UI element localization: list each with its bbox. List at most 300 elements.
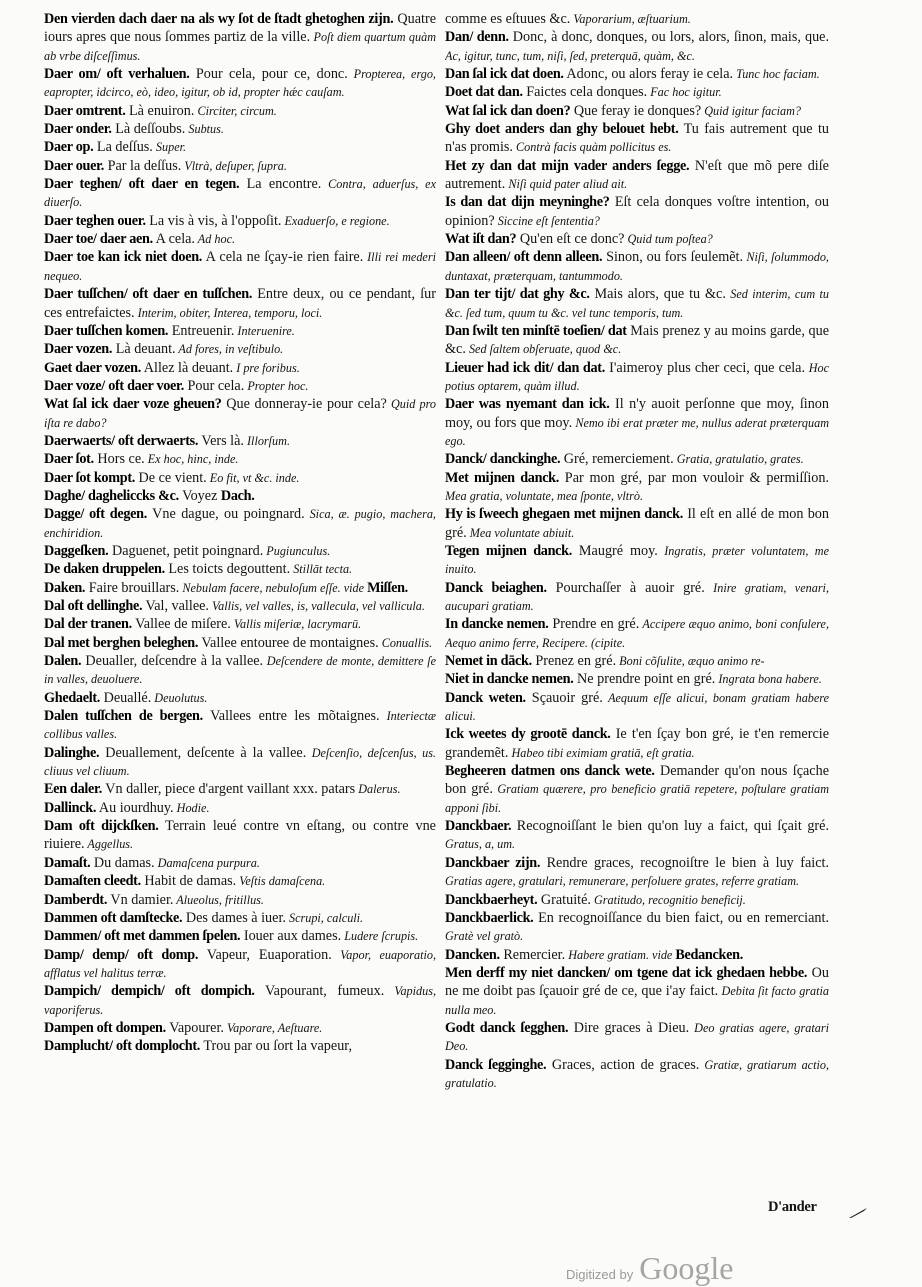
dictionary-entry [445,193,829,230]
entry-headword: Dammen/ oft met dammen ſpelen. [44,928,241,945]
entry-french: Il eſt en allé de mon bon gré. [445,506,829,541]
dictionary-entry [445,964,829,1019]
dictionary-entry [44,487,436,505]
entry-latin: Ac, igitur, tunc, tum, niſi, ſed, preterquā, quàm, &c. [445,48,695,63]
entry-latin: Sica, æ. pugio, machera, enchiridion. [44,507,436,540]
dictionary-entry [44,65,436,102]
entry-headword: Dallinck. [44,799,97,816]
entry-french: Trou par ou ſort la vapeur, [200,1038,352,1055]
entry-headword: Danck weten. [445,689,526,706]
entry-latin: Gratus, a, um. [445,837,516,852]
entry-french: Habit de damas. [140,873,237,890]
dictionary-entry [44,542,436,560]
entry-latin: Sed ſaltem obſeruate, quod &c. [465,342,622,357]
entry-french: Des dames à iuer. [182,909,286,926]
entry-french: Vallee entouree de montaignes. [198,634,379,651]
entry-french: Vn damier. [107,891,174,908]
entry-latin: Illorſum. [243,433,290,448]
entry-french: Vallees entre les mõtaignes. [202,708,380,725]
dictionary-entry [44,120,436,138]
entry-french: Allez là deuant. [141,359,234,376]
entry-headword: Danck beiaghen. [445,579,547,596]
entry-french: Vapourer. [165,1019,224,1036]
entry-french: Vallee de miſere. [131,616,231,633]
entry-latin: Contrà facis quàm pollicitus es. [512,140,672,155]
entry-latin: Niſi quid pater aliud ait. [505,177,628,192]
entry-latin: Habere gratiam. vide [565,947,676,962]
dictionary-entry [445,817,829,854]
entry-headword: Danck/ danckinghe. [445,451,561,468]
dictionary-entry [445,505,829,542]
dictionary-entry [44,285,436,322]
dictionary-entry [445,670,829,688]
dictionary-entry [445,359,829,396]
dictionary-entry [44,10,436,65]
dictionary-entry [44,322,436,340]
entry-headword: Gaet daer vozen. [44,359,141,376]
entry-french: Qu'en eſt ce donc? [516,231,625,248]
entry-french: I'aimeroy plus cher ceci, que cela. [604,359,806,376]
entry-headword: Dan ſwilt ten minſtē toeſien/ dat [445,322,627,339]
dictionary-entry [445,28,829,65]
entry-french: Prenez en gré. [531,653,617,670]
dictionary-entry [44,909,436,927]
entry-latin: Super. [152,140,187,155]
entry-headword: Daerwaerts/ oft derwaerts. [44,432,199,449]
dictionary-entry [445,725,829,762]
entry-french: Que donneray-ie pour cela? [221,396,387,413]
catchword: D'ander [768,1199,817,1215]
entry-french: Ou ne me doibt pas ſçauoir gré de ce, que i'ay faict. [445,964,829,1000]
entry-french: La encontre. [239,176,322,193]
entry-headword: Daer toe kan ick niet doen. [44,249,203,266]
entry-french: Ne prendre point en gré. [573,671,716,688]
entry-french: Adonc, ou alors feray ie cela. [563,66,734,83]
dictionary-entry [44,872,436,890]
entry-latin: Gratia, gratulatio, grates. [673,452,804,467]
dictionary-entry [445,230,829,248]
entry-latin: Deo gratias agere, gratari Deo. [445,1020,829,1054]
entry-french: Maugré moy. [572,542,658,559]
entry-latin: Inire gratiam, venari, aucupari gratiam. [445,580,829,613]
entry-headword: Damberdt. [44,891,108,908]
dictionary-entry [44,432,436,450]
dictionary-entry [44,138,436,156]
dictionary-entry [44,377,436,395]
entry-french: Là enuiron. [125,102,195,119]
entry-french: Au iourdhuy. [96,799,174,816]
left-column [44,0,436,1056]
entry-french: Par mon gré, par mon vouloir & permiſſion. [559,469,829,486]
entry-latin: Vapidus, vaporiferus. [44,984,436,1017]
dictionary-entry [44,854,436,872]
entry-latin: Eo fit, vt &c. inde. [206,470,300,485]
entry-latin: Deuolutus. [151,690,208,705]
entry-headword: Ghy doet anders dan ghy belouet hebt. [445,121,679,138]
dictionary-entry [445,10,829,28]
dictionary-entry [44,799,436,817]
dictionary-entry [44,469,436,487]
dictionary-entry [44,395,436,432]
dictionary-entry [44,927,436,945]
entry-french: Rendre graces, recognoiſtre le bien à luy faict. [540,854,829,871]
entry-french: Mais alors, que tu &c. [589,286,726,303]
entry-latin: Sed interim, cum tu &c. ſed tum, quum tu &c. vel tunc temporis, tum. [445,287,829,320]
entry-latin: Nebulam facere, nebuloſum eſſe. vide [179,580,368,595]
entry-headword: In dancke nemen. [445,616,549,633]
entry-latin: Dalerus. [355,782,401,797]
entry-latin: Vapor, euaporatio, afflatus vel halitus terræ. [44,947,436,980]
dictionary-entry [44,946,436,983]
entry-headword: Nemet in dāck. [445,653,532,670]
entry-headword: Danckbaer zijn. [445,854,541,871]
entry-french: Sçauoir gré. [525,689,603,706]
dictionary-entry [445,322,829,359]
dictionary-entry [44,579,436,597]
pen-stroke-mark [848,1206,868,1220]
entry-latin: Circiter, circum. [194,103,277,118]
entry-headword: Dan ter tijt/ dat ghy &c. [445,286,590,303]
dictionary-entry [44,450,436,468]
dictionary-entry [445,65,829,83]
entry-french: Deuallement, deſcente à la vallee. [99,744,307,761]
entry-french: Donc, à donc, donques, ou lors, alors, ſinon, mais, que. [508,29,829,46]
entry-latin: Contra, aduerſus, ex diuerſo. [44,177,436,210]
entry-headword: Daer op. [44,139,94,156]
dictionary-entry [445,891,829,909]
entry-latin: Aequum eſſe alicui, bonam gratiam habere alicui. [445,690,829,724]
entry-french: Sinon, ou fors ſeulemẽt. [602,249,744,266]
entry-latin: Vltrà, deſuper, ſupra. [181,158,287,173]
entry-latin: Quid igitur faciam? [701,103,802,118]
entry-french: Tu fais autrement que tu n'as promis. [445,121,829,156]
entry-latin: Deſcenſio, deſcenſus, us. cliuus vel cliuum. [44,745,436,779]
entry-latin: Fac hoc igitur. [647,85,722,100]
entry-french: Par la deſſus. [104,157,182,174]
dictionary-entry [445,652,829,670]
entry-headword: Daer was nyemant dan ick. [445,396,610,413]
dictionary-entry [445,579,829,616]
dictionary-entry [445,1019,829,1056]
entry-headword: Dampen oft dompen. [44,1019,166,1036]
entry-french: En recognoiſſance du bien faict, ou en remerciant. [533,909,829,926]
entry-headword: Daer omtrent. [44,102,126,119]
entry-latin: Mea voluntate abiuit. [466,525,575,540]
entry-headword: Wat ſal ick dan doen? [445,102,571,119]
entry-headword: Daghe/ dagheliccks &c. [44,487,179,504]
entry-headword: Daer voze/ oft daer voer. [44,377,184,394]
entry-headword: Den vierden dach daer na als wy ſot de ſtadt ghetoghen zijn. [44,11,394,27]
entry-latin: Deſcendere de monte, demittere ſe in valles, deuoluere. [44,654,436,687]
entry-french: La deſſus. [93,139,153,156]
dictionary-entry [44,230,436,248]
entry-latin: Exaduerſo, e regione. [281,213,390,228]
entry-headword: Daer om/ oft verhaluen. [44,66,190,83]
entry-headword: Lieuer had ick dit/ dan dat. [445,359,605,376]
entry-crossref: Bedancken. [675,946,743,963]
entry-headword: Danckbaerheyt. [445,891,538,908]
entry-french: Faictes cela donques. [522,84,648,101]
dictionary-entry [445,854,829,891]
entry-headword: Niet in dancke nemen. [445,671,574,688]
entry-headword: Dan/ denn. [445,29,509,46]
entry-headword: Hy is ſweech ghegaen met mijnen danck. [445,506,683,523]
entry-headword: Dam oft dijckſken. [44,818,159,835]
entry-french: La vis à vis, à l'oppoſit. [145,212,282,229]
entry-headword: Dancken. [445,946,500,963]
entry-headword: Daer tuſſchen komen. [44,322,169,339]
dictionary-entry [445,469,829,506]
entry-latin: Pugiunculus. [263,543,331,558]
entry-french: Graces, action de graces. [546,1056,700,1073]
dictionary-entry [445,1056,829,1093]
dictionary-entry [44,891,436,909]
entry-latin: Aggellus. [84,837,134,852]
dictionary-entry [445,762,829,817]
dictionary-entry [445,83,829,101]
entry-headword: Tegen mijnen danck. [445,542,573,559]
entry-latin: Boni cõſulite, æquo animo re- [616,654,765,669]
dictionary-entry [445,120,829,157]
entry-french: Voyez [178,487,221,504]
entry-latin: Accipere æquo animo, boni conſulere, Aequo animo ferre, Recipere. (cipite. [445,617,829,650]
entry-latin: Ingratis, præter voluntatem, me inuito. [445,543,829,577]
entry-latin: Gratiam quærere, pro beneficio gratiā repetere, poſtulare gratiam apponi ſibi. [445,782,829,815]
entry-french: Les toicts degouttent. [164,561,291,578]
entry-headword: Daken. [44,579,86,596]
entry-headword: Damaſten cleedt. [44,873,141,890]
entry-headword: Godt danck ſegghen. [445,1019,569,1036]
dictionary-entry [44,248,436,285]
entry-headword: Daer tuſſchen/ oft daer en tuſſchen. [44,286,253,303]
entry-headword: Daer teghen ouer. [44,212,146,229]
dictionary-entry [445,102,829,120]
entry-headword: Wat ſal ick daer voze gheuen? [44,396,222,413]
entry-latin: Interiectæ collibus valles. [44,709,436,742]
entry-latin: Hoc potius optarem, quàm illud. [445,360,829,393]
entry-french: Vers là. [198,432,244,449]
right-column [445,0,829,1092]
entry-french: Recognoiſſant le bien qu'on luy a faict, qui ſçait gré. [511,818,829,835]
entry-headword: Dan ſal ick dat doen. [445,66,564,83]
entry-latin: Ludere ſcrupis. [341,929,419,944]
digitized-by-label: Digitized by [566,1267,634,1282]
entry-french: Vapourant, fumeux. [254,983,385,1000]
entry-latin: Vaporare, Aeſtuare. [223,1020,323,1035]
entry-french: Demander qu'on nous ſçache bon gré. [445,763,829,798]
dictionary-entry [44,817,436,854]
entry-latin: Ex hoc, hinc, inde. [144,452,239,467]
entry-headword: Dan alleen/ oft denn alleen. [445,249,603,266]
dictionary-entry [44,689,436,707]
entry-french: Là deuant. [112,341,176,358]
dictionary-entry [44,340,436,358]
dictionary-entry [44,1019,436,1037]
entry-latin: Gratitudo, recognitio beneficij. [590,892,746,907]
dictionary-entry [445,157,829,194]
entry-french: Pourchaſſer à auoir gré. [546,579,705,596]
entry-headword: Damaſt. [44,854,91,871]
dictionary-entry [445,450,829,468]
entry-french: Deuallé. [100,689,152,706]
entry-latin: Gratè vel gratò. [445,929,524,944]
digitized-watermark [566,1250,733,1287]
entry-headword: Daer ouer. [44,157,105,174]
entry-latin: Tunc hoc faciam. [733,67,820,82]
dictionary-entry [44,505,436,542]
dictionary-entry [44,707,436,744]
entry-headword: Dalen tuſſchen de bergen. [44,708,203,725]
entry-french: Du damas. [90,854,155,871]
entry-latin: Gratiæ, gratiarum actio, gratulatio. [445,1057,829,1090]
entry-latin: Ad hoc. [194,232,236,247]
entry-french: Mais prenez y au moins garde, que &c. [445,322,829,358]
entry-french: Daguenet, petit poingnard. [108,542,264,559]
entry-headword: Een daler. [44,781,102,798]
entry-latin: Quid tum poſtea? [624,232,713,247]
entry-french: Entreuenir. [168,322,235,339]
entry-french: A cela. [152,231,195,248]
dictionary-entry [445,689,829,726]
entry-headword: Ghedaelt. [44,689,101,706]
entry-latin: Interuenire. [234,323,295,338]
entry-french: Hors ce. [93,451,145,468]
entry-headword: Daer onder. [44,121,112,138]
entry-latin: Vaporarium, æſtuarium. [570,12,691,26]
dictionary-entry [44,102,436,120]
entry-headword: Dampich/ dempich/ oft dompich. [44,983,255,1000]
entry-latin: Alueolus, fritillus. [173,892,264,907]
entry-headword: Dal der tranen. [44,616,132,633]
dictionary-entry [44,615,436,633]
entry-french: Gratuité. [537,891,591,908]
entry-latin: Ingrata bona habere. [715,672,822,687]
entry-latin: Quid pro iſta re dabo? [44,397,436,430]
entry-headword: Het zy dan dat mijn vader anders ſegge. [445,157,690,174]
entry-crossref: Miſſen. [367,579,408,596]
entry-headword: Is dan dat dijn meyninghe? [445,194,610,211]
entry-french: De ce vient. [135,469,207,486]
entry-latin: Subtus. [185,122,224,137]
entry-latin: Stillāt tecta. [290,562,353,577]
entry-headword: Dal oft dellinghe. [44,598,143,614]
entry-headword: Daer vozen. [44,341,113,358]
dictionary-entry [44,780,436,798]
entry-latin: Habeo tibi eximiam gratiā, eſt gratia. [508,745,695,760]
entry-french: Pour cela. [183,377,245,394]
entry-latin: Niſi, ſolummodo, duntaxat, præterquam, tantummodo. [445,250,829,283]
google-logo: Google [639,1250,734,1286]
dictionary-entry [445,395,829,450]
entry-french: Que feray ie donques? [570,102,702,119]
entry-latin: Hodie. [173,800,210,815]
dictionary-entry [44,634,436,652]
entry-french: Quatre iours apres que nous ſommes partiz de la ville. [44,11,436,46]
entry-french: Pour cela, pour ce, donc. [189,66,348,83]
entry-latin: Scrupi, calculi. [285,910,364,925]
dictionary-entry [44,982,436,1019]
entry-headword: Men derff my niet dancken/ om tgene dat ick ghedaen hebbe. [445,964,808,981]
dictionary-entry [44,212,436,230]
entry-french: A cela ne ſçay-ie rien faire. [202,249,364,266]
dictionary-entry [445,248,829,285]
entry-french: Val, vallee. [142,598,209,614]
dictionary-entry [44,560,436,578]
dictionary-entry [445,285,829,322]
dictionary-entry [445,909,829,946]
dictionary-entry [445,946,829,964]
entry-latin: Mea gratia, voluntate, mea ſponte, vltrò. [445,488,644,503]
entry-french: Vne dague, ou poingnard. [147,506,305,523]
entry-french: Gré, remerciement. [560,451,674,468]
entry-french: Ie t'en ſçay bon gré, ie t'en remercie grandemẽt. [445,726,829,761]
dictionary-entry [44,744,436,781]
entry-headword: Begheeren datmen ons danck wete. [445,763,655,780]
dictionary-entry [44,1037,436,1055]
entry-french: Vn daller, piece d'argent vaillant xxx. patars [101,781,356,798]
entry-latin: Gratias agere, gratulari, remunerare, perſoluere grates, referre gratiam. [445,874,800,889]
entry-headword: Dalen. [44,653,82,670]
entry-french: comme es eſtuues &c. [445,11,571,27]
entry-headword: Wat iſt dan? [445,231,517,248]
entry-latin: Ad fores, in veſtibulo. [175,342,284,357]
entry-french: Vapeur, Euaporation. [198,946,332,963]
entry-headword: Danckbaer. [445,818,512,835]
entry-headword: Doet dat dan. [445,84,523,101]
dictionary-entry [44,597,436,615]
entry-headword: Damp/ demp/ oft domp. [44,946,199,963]
entry-french: N'eſt que mõ pere diſe autrement. [445,157,829,193]
entry-french: Faire brouillars. [85,579,180,596]
dictionary-entry [445,615,829,652]
entry-latin: Interim, obiter, Interea, temporu, loci. [134,305,323,320]
entry-french: Il n'y auoit perſonne que moy, ſinon moy, ou fors que moy. [445,396,829,431]
entry-headword: Dalinghe. [44,744,100,761]
entry-french: Entre deux, ou ce pendant, ſur ces entrefaictes. [44,286,436,321]
entry-headword: Dagge/ oft degen. [44,506,148,523]
entry-latin: Vallis miſeriæ, lacrymarū. [230,617,362,632]
entry-headword: De daken druppelen. [44,561,165,578]
entry-headword: Danck ſegginghe. [445,1056,547,1073]
dictionary-entry [44,157,436,175]
dictionary-entry [44,175,436,212]
entry-crossref: Dach. [220,487,255,504]
entry-headword: Daer ſot. [44,451,94,468]
entry-latin: I pre foribus. [233,360,300,375]
entry-latin: Damaſcena purpura. [154,855,260,870]
entry-latin: Illi rei mederi nequeo. [44,250,436,283]
entry-headword: Damplucht/ oft domplocht. [44,1038,201,1055]
entry-latin: Propterea, ergo, eapropter, idcirco, eò, ideo, igitur, ob id, propter hǽc cauſam. [44,67,436,100]
entry-french: Remercier. [499,946,566,963]
entry-headword: Daer toe/ daer aen. [44,231,153,248]
entry-latin: Veſtis damaſcena. [236,874,326,889]
entry-latin: Conuallis. [378,635,433,650]
entry-latin: Vallis, vel valles, is, vallecula, vel vallicula. [208,599,425,613]
entry-french: Dire graces à Dieu. [568,1019,690,1036]
entry-french: Deualler, deſcendre à la vallee. [81,653,264,670]
entry-headword: Dammen oft damſtecke. [44,909,183,926]
dictionary-entry [445,542,829,579]
entry-latin: Debita ſit facto gratia nulla meo. [445,984,829,1017]
entry-french: Terrain leué contre vn eſtang, ou contre vne riuiere. [44,818,436,853]
entry-headword: Daer teghen/ oft daer en tegen. [44,176,240,193]
entry-french: Eſt cela donques voſtre intention, ou opinion? [445,194,829,229]
dictionary-entry [44,652,436,689]
entry-headword: Daggeſken. [44,542,109,559]
entry-headword: Daer ſot kompt. [44,469,135,486]
entry-latin: Propter hoc. [244,378,309,393]
